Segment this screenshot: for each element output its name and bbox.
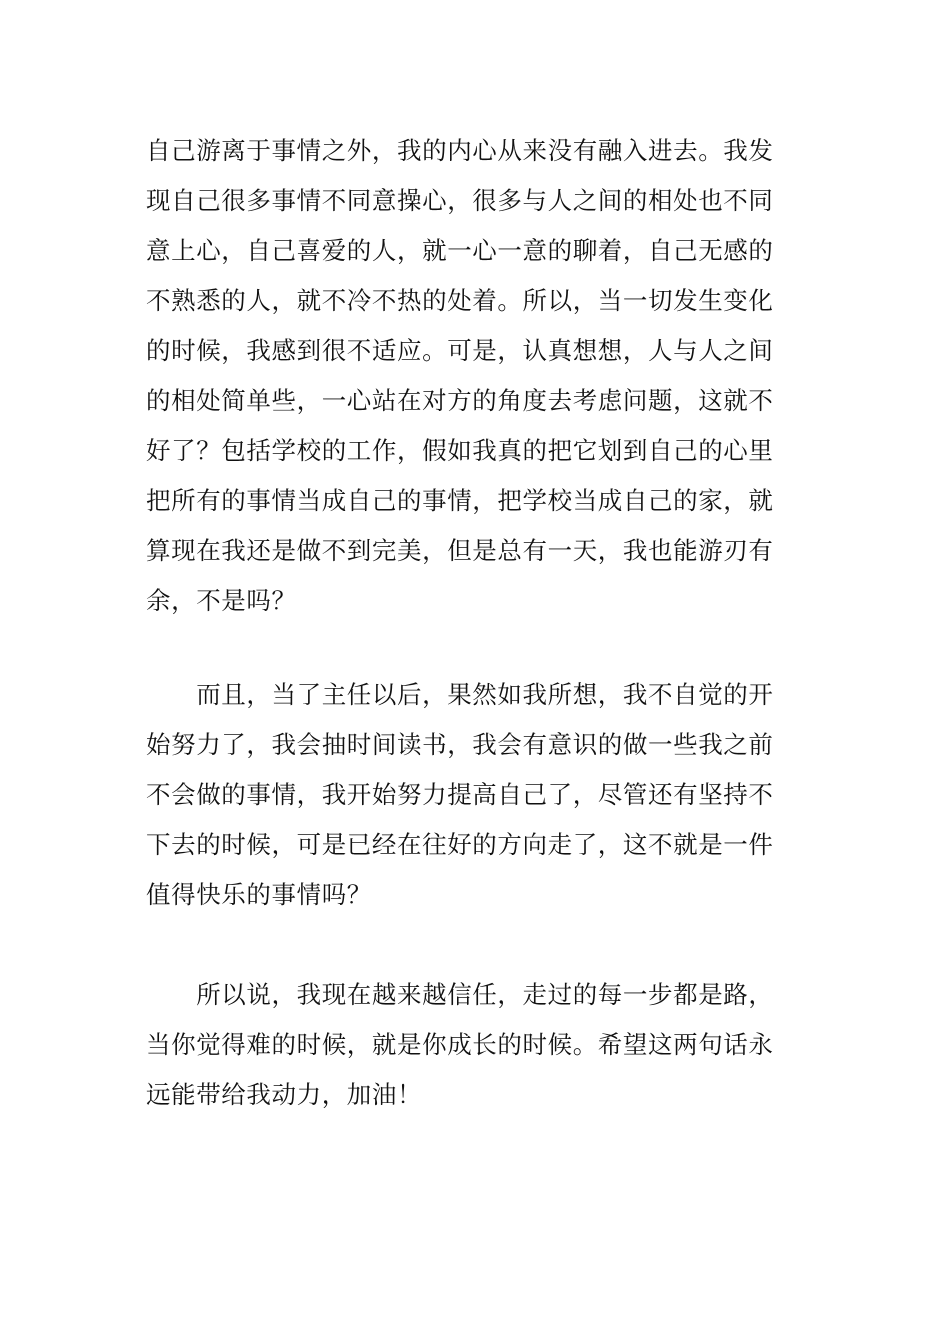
paragraph-line: 自己游离于事情之外，我的内心从来没有融入进去。我发	[146, 136, 774, 165]
paragraph-2	[146, 670, 810, 920]
paragraph-1	[146, 126, 810, 626]
paragraph-3	[146, 970, 810, 1120]
paragraph-line: 不会做的事情，我开始努力提高自己了，尽管还有坚持不	[146, 780, 774, 809]
paragraph-line: 算现在我还是做不到完美，但是总有一天，我也能游刃有	[146, 536, 774, 565]
paragraph-line: 值得快乐的事情吗？	[146, 880, 372, 909]
paragraph-line: 的时候，我感到很不适应。可是，认真想想，人与人之间	[146, 336, 774, 365]
paragraph-line: 下去的时候，可是已经在往好的方向走了，这不就是一件	[146, 830, 774, 859]
paragraph-line: 把所有的事情当成自己的事情，把学校当成自己的家，就	[146, 486, 774, 515]
paragraph-line: 而且，当了主任以后，果然如我所想，我不自觉的开	[146, 680, 774, 709]
paragraph-line: 意上心，自己喜爱的人，就一心一意的聊着，自己无感的	[146, 236, 774, 265]
paragraph-line: 的相处简单些，一心站在对方的角度去考虑问题，这就不	[146, 386, 774, 415]
paragraph-line: 现自己很多事情不同意操心，很多与人之间的相处也不同	[146, 186, 774, 215]
paragraph-line: 当你觉得难的时候，就是你成长的时候。希望这两句话永	[146, 1030, 774, 1059]
paragraph-line: 余，不是吗？	[146, 586, 297, 615]
paragraph-line: 不熟悉的人，就不冷不热的处着。所以，当一切发生变化	[146, 286, 774, 315]
paragraph-line: 始努力了，我会抽时间读书，我会有意识的做一些我之前	[146, 730, 774, 759]
paragraph-line: 远能带给我动力，加油！	[146, 1080, 423, 1109]
paragraph-line: 好了？包括学校的工作，假如我真的把它划到自己的心里	[146, 436, 774, 465]
paragraph-line: 所以说，我现在越来越信任，走过的每一步都是路，	[146, 980, 774, 1009]
